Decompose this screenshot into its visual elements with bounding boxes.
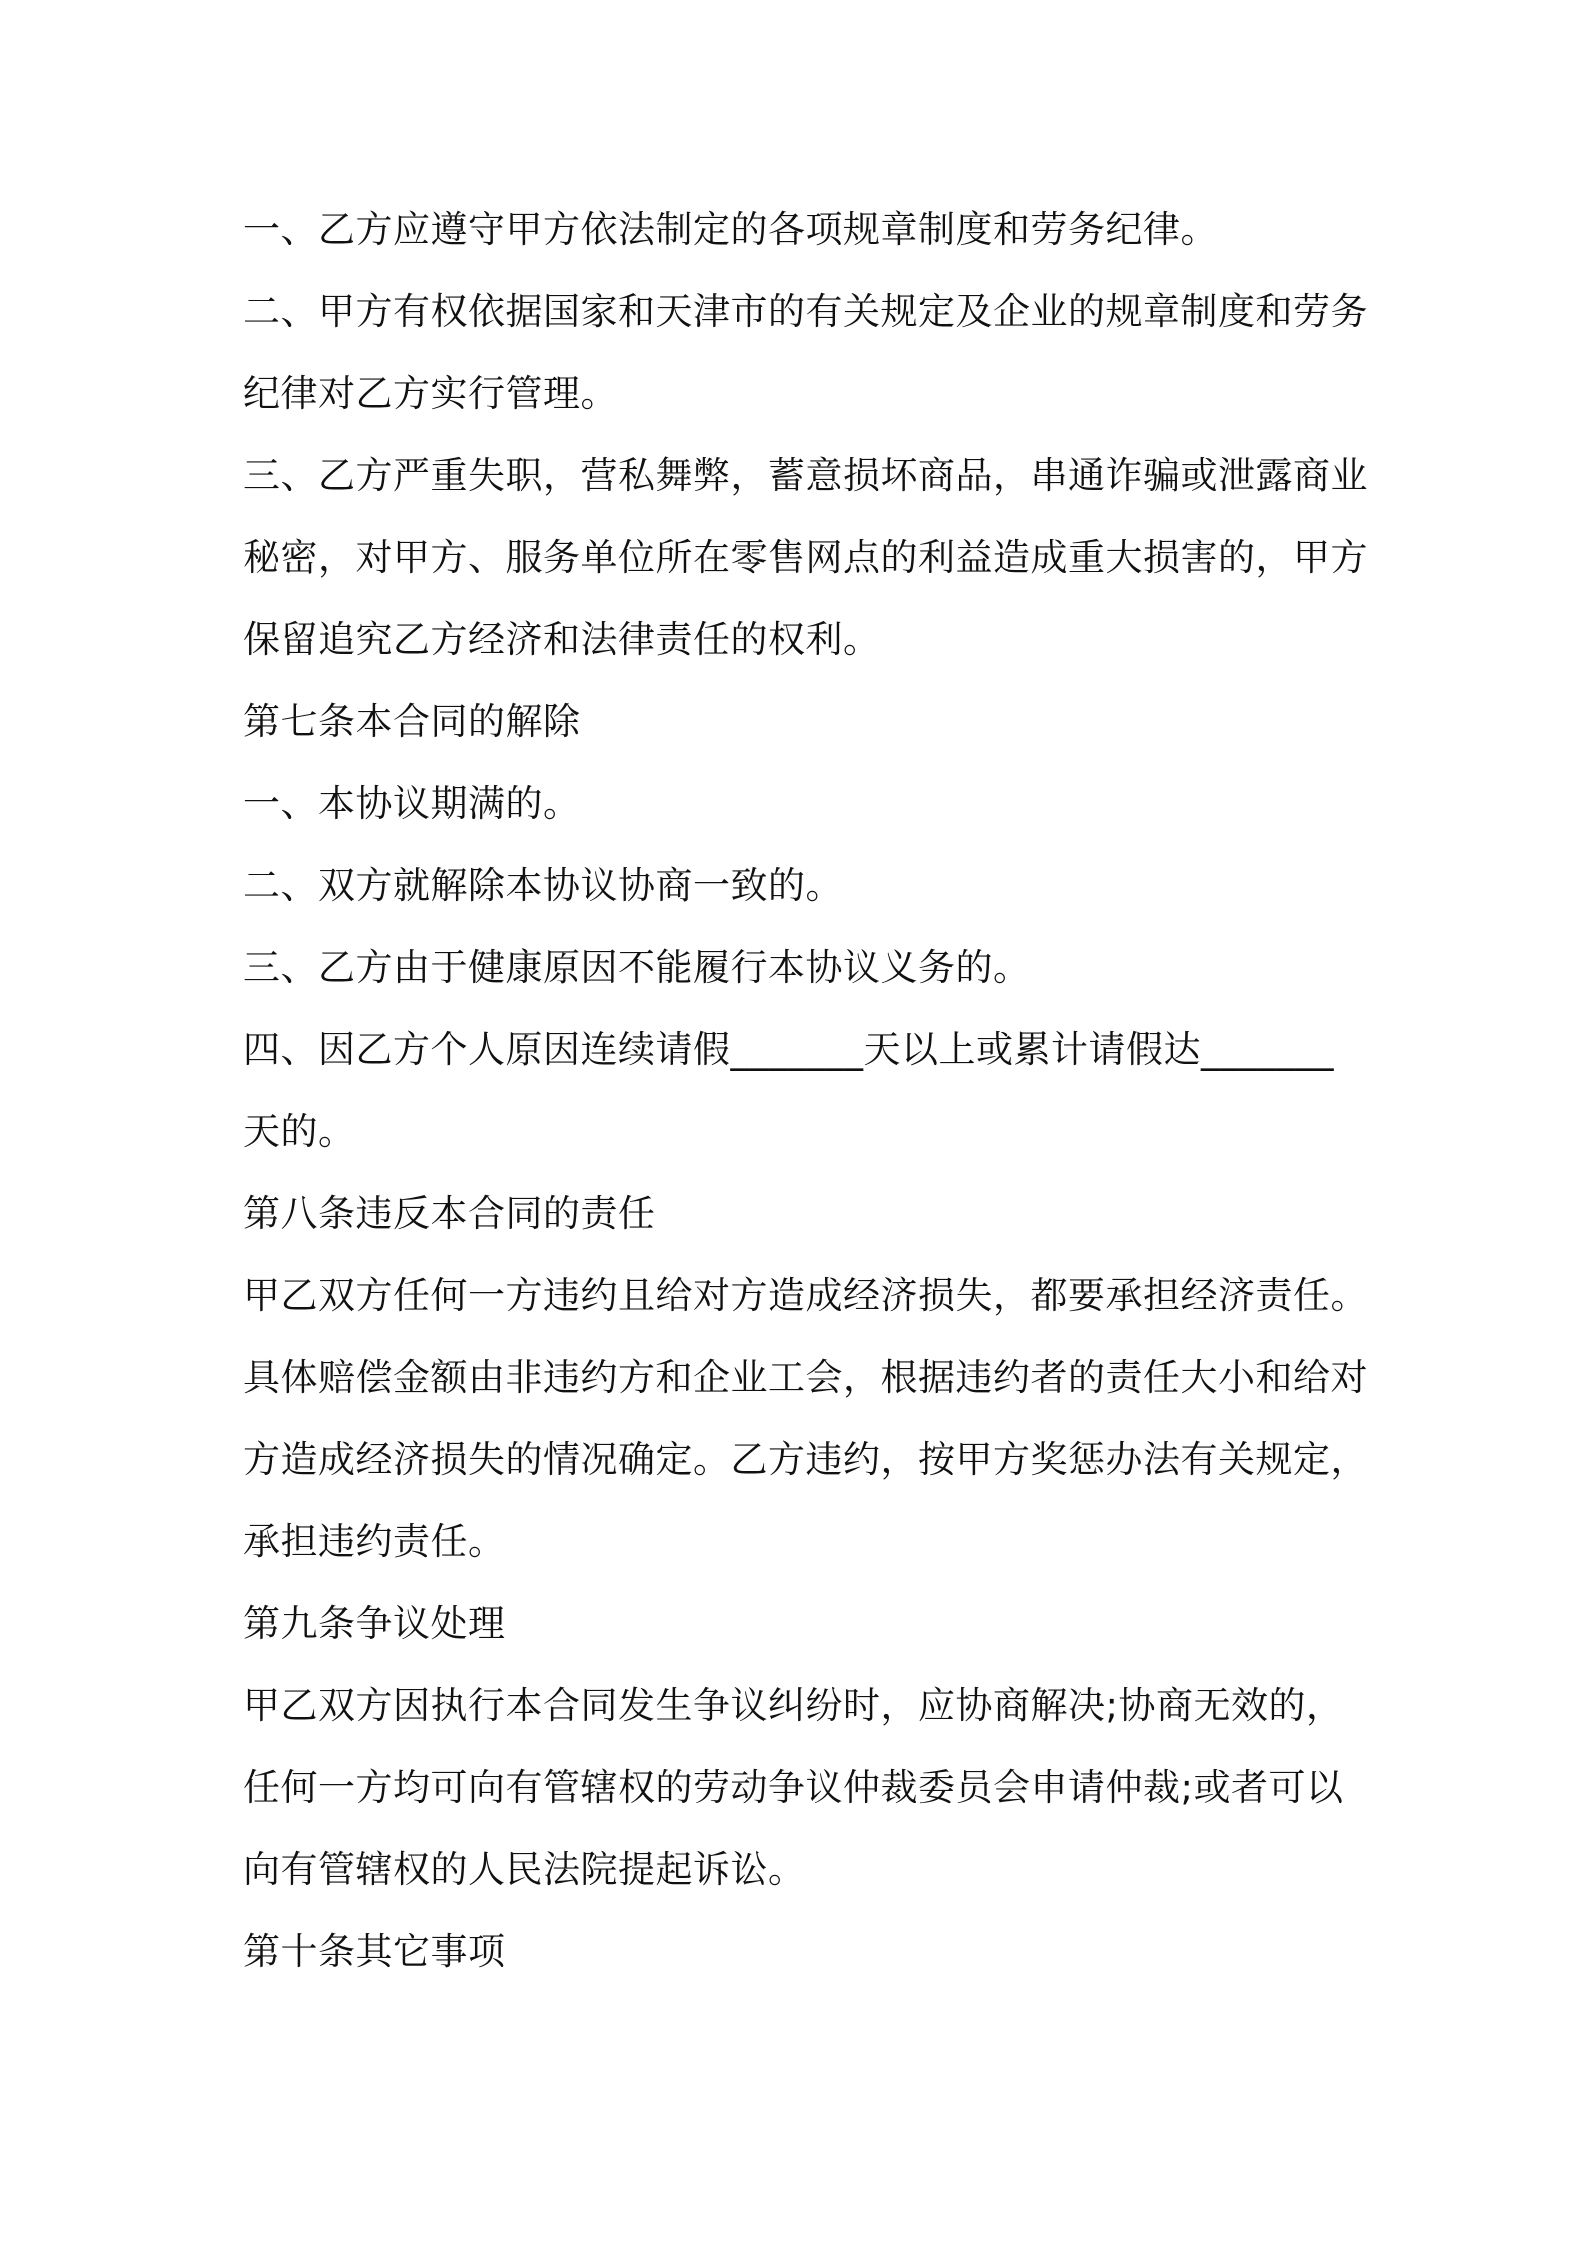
clause-8-body-line-3: 方造成经济损失的情况确定。乙方违约，按甲方奖惩办法有关规定， (243, 1438, 1368, 1481)
clause-6-item-2-line-1: 二、甲方有权依据国家和天津市的有关规定及企业的规章制度和劳务 (243, 290, 1368, 333)
clause-7-item-4-line-1: 四、因乙方个人原因连续请假_______天以上或累计请假达_______ (243, 1028, 1334, 1071)
clause-8-body-line-4: 承担违约责任。 (243, 1520, 506, 1563)
clause-7-item-4-line-2: 天的。 (243, 1110, 356, 1153)
clause-7-item-1: 一、本协议期满的。 (243, 782, 581, 825)
clause-6-item-2-line-2: 纪律对乙方实行管理。 (243, 372, 618, 415)
clause-10-heading: 第十条其它事项 (243, 1930, 506, 1973)
clause-7-heading: 第七条本合同的解除 (243, 700, 581, 743)
clause-6-item-3-line-3: 保留追究乙方经济和法律责任的权利。 (243, 618, 881, 661)
clause-9-body-line-2: 任何一方均可向有管辖权的劳动争议仲裁委员会申请仲裁;或者可以 (243, 1766, 1344, 1809)
clause-7-item-2: 二、双方就解除本协议协商一致的。 (243, 864, 843, 907)
clause-8-body-line-2: 具体赔偿金额由非违约方和企业工会，根据违约者的责任大小和给对 (243, 1356, 1368, 1399)
clause-9-heading: 第九条争议处理 (243, 1602, 506, 1645)
clause-8-heading: 第八条违反本合同的责任 (243, 1192, 656, 1235)
clause-6-item-3-line-2: 秘密，对甲方、服务单位所在零售网点的利益造成重大损害的，甲方 (243, 536, 1368, 579)
clause-7-item-3: 三、乙方由于健康原因不能履行本协议义务的。 (243, 946, 1031, 989)
clause-9-body-line-3: 向有管辖权的人民法院提起诉讼。 (243, 1848, 806, 1891)
clause-8-body-line-1: 甲乙双方任何一方违约且给对方造成经济损失，都要承担经济责任。 (243, 1274, 1368, 1317)
clause-6-item-1: 一、乙方应遵守甲方依法制定的各项规章制度和劳务纪律。 (243, 208, 1218, 251)
clause-9-body-line-1: 甲乙双方因执行本合同发生争议纠纷时，应协商解决;协商无效的， (243, 1684, 1344, 1727)
clause-6-item-3-line-1: 三、乙方严重失职，营私舞弊，蓄意损坏商品，串通诈骗或泄露商业 (243, 454, 1368, 497)
